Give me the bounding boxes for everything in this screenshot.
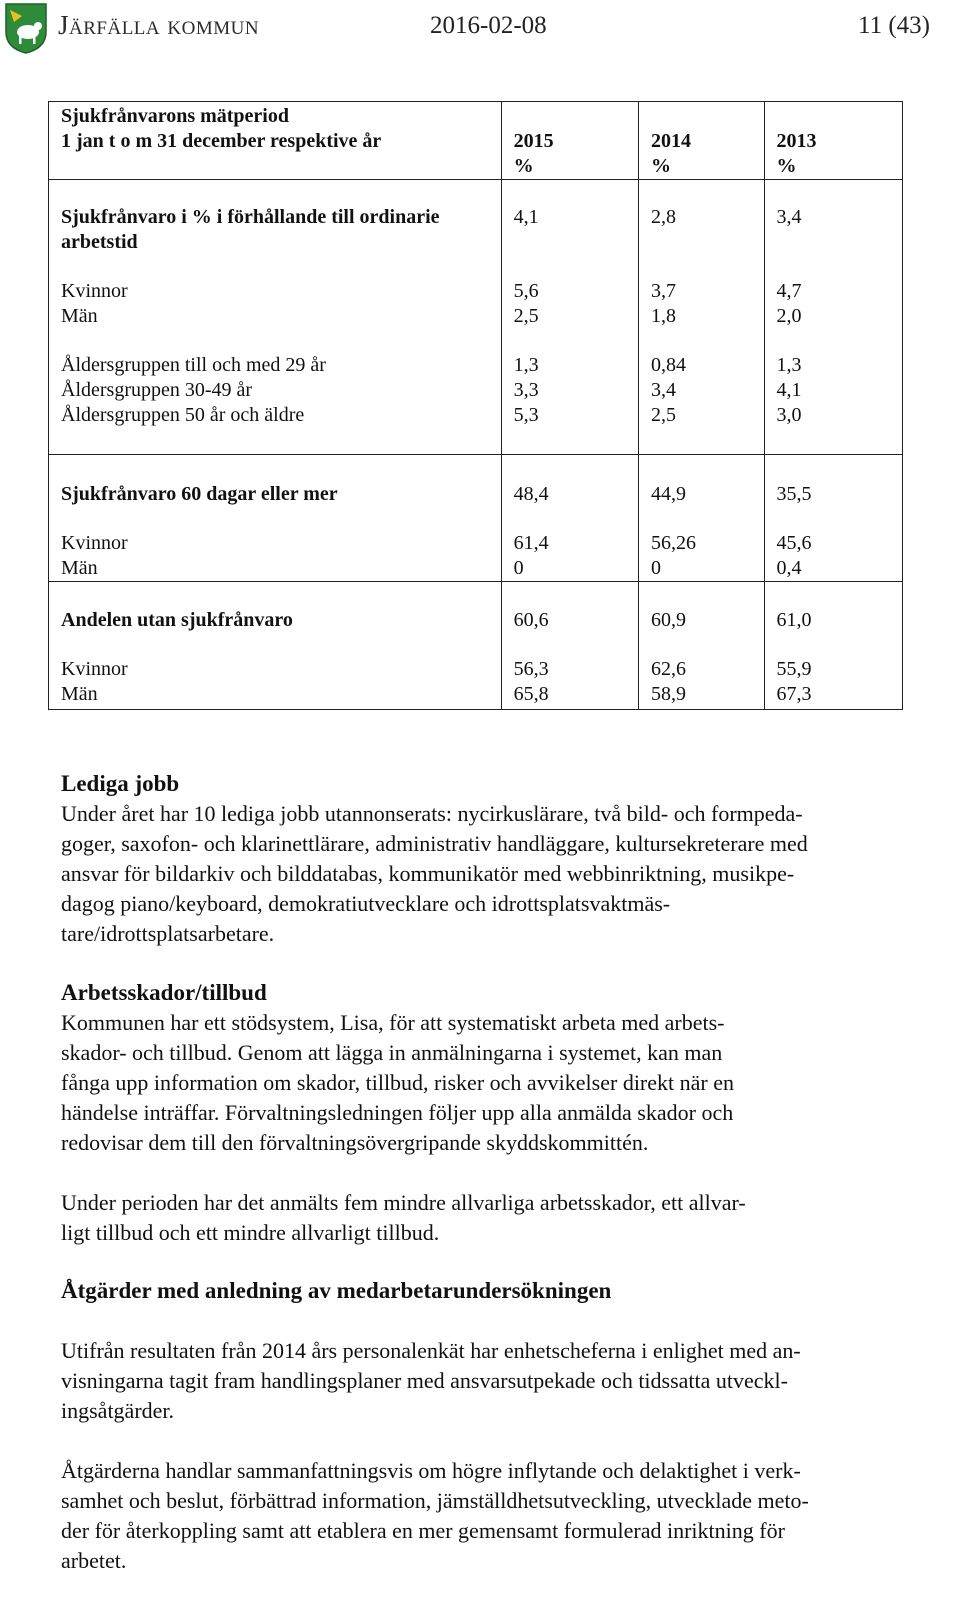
- section-lediga-jobb: [61, 769, 941, 949]
- sick-total-label: Sjukfrånvaro i % i förhållande till ordinarie: [61, 206, 440, 228]
- value-cell: 44,9: [651, 483, 686, 505]
- paragraph-line: ligt tillbud och ett mindre allvarligt tillbud.: [61, 1220, 440, 1245]
- value-cell: 0,4: [776, 557, 802, 579]
- value-cell: 3,4: [651, 379, 676, 401]
- value-cell: 61,0: [776, 609, 812, 631]
- value-cell: 2,0: [776, 305, 802, 327]
- paragraph-line: Utifrån resultaten från 2014 års personalenkät har enhetscheferna i enlighet med an-: [61, 1338, 801, 1363]
- value-cell: 0,84: [651, 354, 686, 376]
- organization-name: Järfälla kommun: [58, 10, 260, 40]
- value-cell: 2,5: [651, 404, 676, 426]
- value-cell: 3,4: [776, 206, 802, 228]
- sick-leave-table: [48, 101, 903, 710]
- section-arbetsskador: [61, 978, 941, 1248]
- value-cell: 2,8: [651, 206, 676, 228]
- value-cell: 58,9: [651, 683, 686, 705]
- value-cell: 0: [513, 557, 524, 579]
- value-cell: 1,3: [513, 354, 539, 376]
- value-cell: 5,6: [513, 280, 539, 302]
- value-cell: 67,3: [776, 683, 812, 705]
- page-number: 11 (43): [858, 12, 930, 39]
- value-cell: 45,6: [776, 532, 812, 554]
- value-cell: 35,5: [776, 483, 812, 505]
- age-50-label: Åldersgruppen 50 år och äldre: [61, 404, 305, 426]
- value-cell: 2,5: [513, 305, 539, 327]
- paragraph-line: redovisar dem till den förvaltningsövergripande skyddskommittén.: [61, 1130, 649, 1155]
- paragraph-line: Under perioden har det anmälts fem mindre allvarliga arbetsskador, ett allvar-: [61, 1190, 746, 1215]
- value-cell: 3,7: [651, 280, 676, 302]
- document-date: 2016-02-08: [430, 12, 547, 39]
- unit-2015: %: [513, 155, 534, 177]
- value-cell: 56,26: [651, 532, 696, 554]
- paragraph-line: samhet och beslut, förbättrad information, jämställdhetsutveckling, utvecklade meto-: [61, 1488, 809, 1513]
- paragraph-line: händelse inträffar. Förvaltningsledningen följer upp alla anmälda skador och: [61, 1100, 734, 1125]
- table-row: [49, 455, 903, 582]
- paragraph-line: tare/idrottsplatsarbetare.: [61, 921, 275, 946]
- paragraph-line: skador- och tillbud. Genom att lägga in anmälningarna i systemet, kan man: [61, 1040, 723, 1065]
- table-row: [49, 180, 903, 455]
- paragraph-line: ansvar för bildarkiv och bilddatabas, kommunikatör med webbinriktning, musikpe-: [61, 861, 795, 886]
- long-sick-label: Sjukfrånvaro 60 dagar eller mer: [61, 483, 338, 505]
- value-cell: 48,4: [513, 483, 549, 505]
- paragraph-line: visningarna tagit fram handlingsplaner med ansvarsutpekade och tidssatta utveckl-: [61, 1368, 788, 1393]
- section-heading: Åtgärder med anledning av medarbetarundersökningen: [61, 1278, 612, 1303]
- women-label: Kvinnor: [61, 532, 128, 554]
- age-29-label: Åldersgruppen till och med 29 år: [61, 354, 326, 376]
- value-cell: 4,1: [513, 206, 539, 228]
- table-row: [49, 582, 903, 710]
- value-cell: 5,3: [513, 404, 539, 426]
- paragraph-line: Kommunen har ett stödsystem, Lisa, för att systematiskt arbeta med arbets-: [61, 1010, 725, 1035]
- paragraph-line: der för återkoppling samt att etablera en mer gemensamt formulerad inriktning för: [61, 1518, 785, 1543]
- value-cell: 62,6: [651, 658, 686, 680]
- paragraph-line: Under året har 10 lediga jobb utannonserats: nycirkuslärare, två bild- och formpeda-: [61, 801, 803, 826]
- section-heading: Arbetsskador/tillbud: [61, 980, 267, 1005]
- value-cell: 0: [651, 557, 661, 579]
- year-2015: 2015: [513, 130, 554, 152]
- value-cell: 1,3: [776, 354, 802, 376]
- value-cell: 60,6: [513, 609, 549, 631]
- value-cell: 65,8: [513, 683, 549, 705]
- value-cell: 61,4: [513, 532, 549, 554]
- section-heading: Lediga jobb: [61, 771, 180, 796]
- year-2014: 2014: [651, 130, 691, 152]
- men-label: Män: [61, 557, 98, 579]
- women-label: Kvinnor: [61, 658, 128, 680]
- no-sick-label: Andelen utan sjukfrånvaro: [61, 609, 293, 631]
- value-cell: 3,3: [513, 379, 539, 401]
- value-cell: 3,0: [776, 404, 802, 426]
- unit-2013: %: [776, 155, 797, 177]
- value-cell: 55,9: [776, 658, 812, 680]
- unit-2014: %: [651, 155, 671, 177]
- section-atgarder: [61, 1276, 941, 1576]
- municipality-shield-logo: [4, 2, 48, 54]
- sick-total-label-cont: arbetstid: [61, 231, 138, 253]
- paragraph-line: arbetet.: [61, 1548, 127, 1573]
- age-30-49-label: Åldersgruppen 30-49 år: [61, 379, 253, 401]
- paragraph-line: ingsåtgärder.: [61, 1398, 175, 1423]
- period-subtitle: 1 jan t o m 31 december respektive år: [61, 130, 382, 152]
- page-header: [0, 0, 960, 60]
- period-title: Sjukfrånvarons mätperiod: [61, 105, 289, 127]
- paragraph-line: Åtgärderna handlar sammanfattningsvis om högre inflytande och delaktighet i verk-: [61, 1458, 801, 1483]
- paragraph-line: dagog piano/keyboard, demokratiutvecklare och idrottsplatsvaktmäs-: [61, 891, 671, 916]
- value-cell: 4,7: [776, 280, 802, 302]
- table-header-row: [49, 102, 903, 180]
- year-2013: 2013: [776, 130, 817, 152]
- paragraph-line: goger, saxofon- och klarinettlärare, administrativ handläggare, kultursekreterare med: [61, 831, 808, 856]
- value-cell: 1,8: [651, 305, 676, 327]
- paragraph-line: fånga upp information om skador, tillbud, risker och avvikelser direkt när en: [61, 1070, 734, 1095]
- women-label: Kvinnor: [61, 280, 128, 302]
- value-cell: 60,9: [651, 609, 686, 631]
- value-cell: 4,1: [776, 379, 802, 401]
- value-cell: 56,3: [513, 658, 549, 680]
- men-label: Män: [61, 683, 98, 705]
- men-label: Män: [61, 305, 98, 327]
